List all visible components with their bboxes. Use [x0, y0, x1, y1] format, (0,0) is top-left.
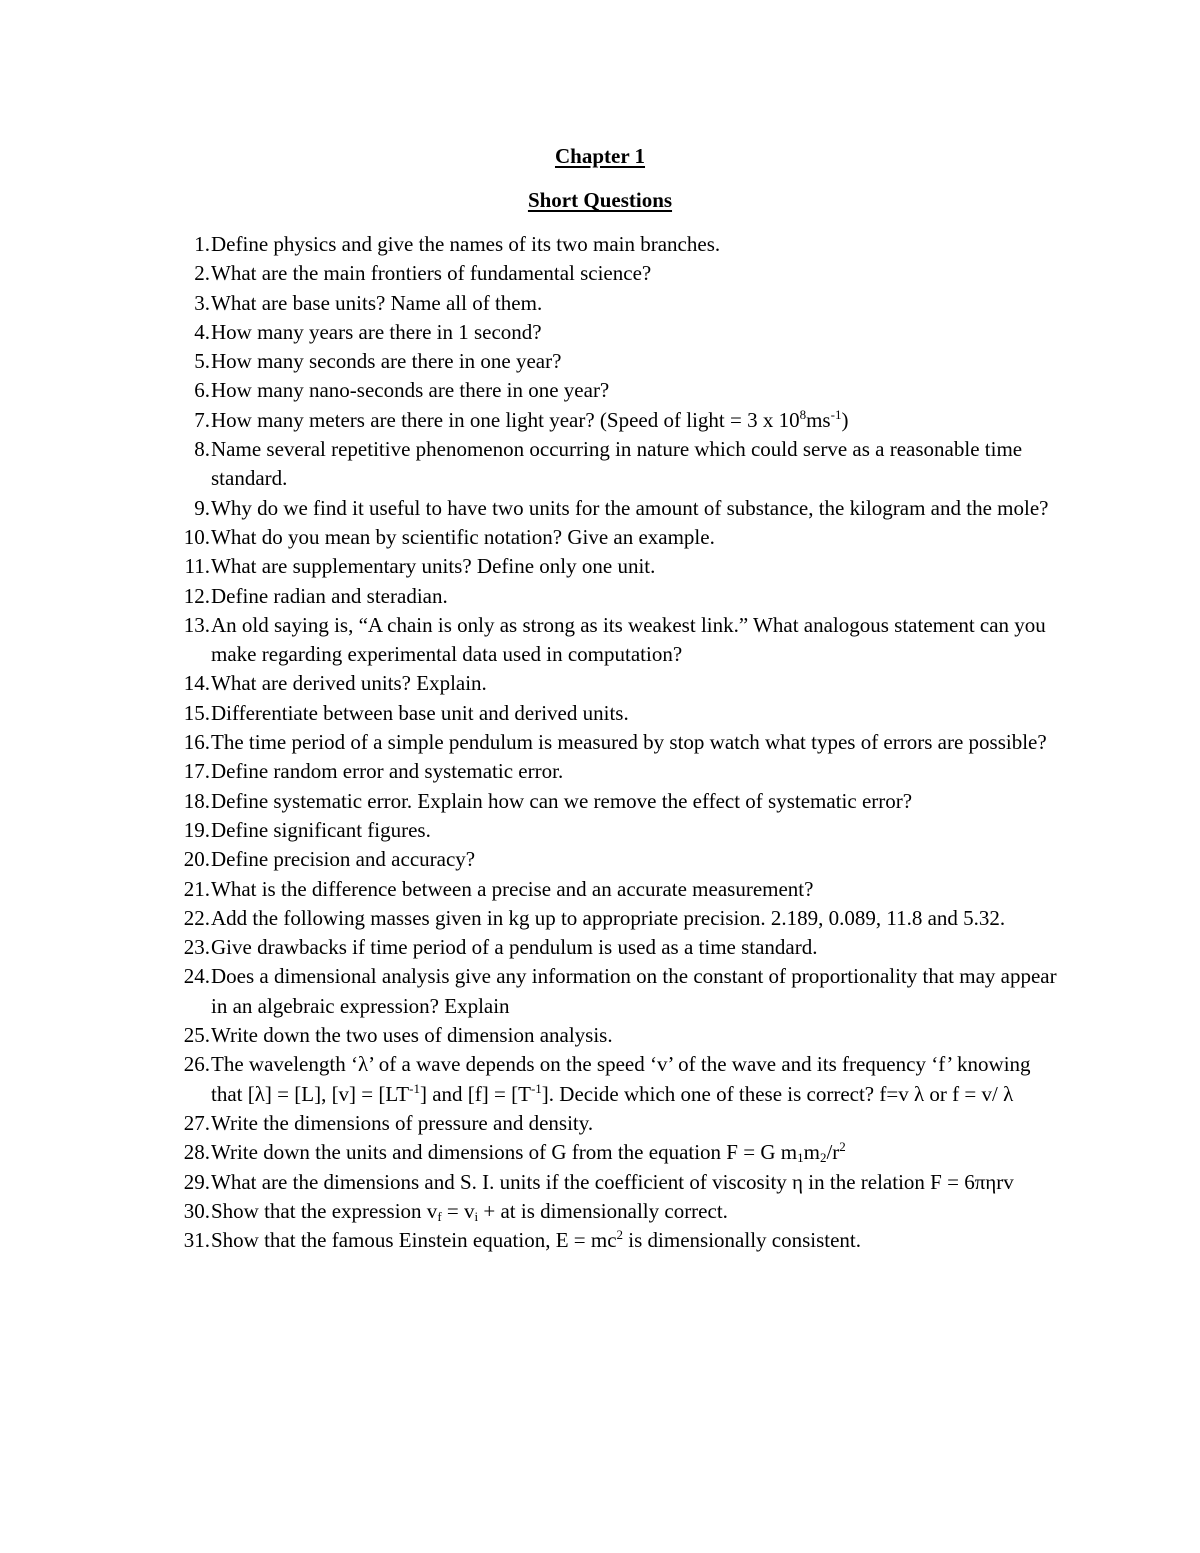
text-run: What do you mean by scientific notation? Give an example.: [211, 524, 715, 549]
question-number: 28.: [183, 1140, 210, 1165]
question-item: [168, 1168, 1068, 1197]
text-run: What are the main frontiers of fundamental science?: [211, 261, 652, 286]
question-text: [211, 259, 1063, 288]
question-text: [211, 1168, 1063, 1197]
question-text: [211, 1021, 1063, 1050]
question-text: [211, 230, 1063, 259]
text-run: What are derived units? Explain.: [211, 671, 487, 696]
question-text: [211, 904, 1063, 933]
question-text: [211, 699, 1063, 728]
question-list: [168, 230, 1068, 1255]
question-text: [211, 816, 1063, 845]
question-number: 6.: [194, 378, 210, 403]
question-text: [211, 1138, 1063, 1167]
question-number: 7.: [194, 407, 210, 432]
text-run: What are supplementary units? Define only one unit.: [211, 554, 656, 579]
question-text: [211, 552, 1063, 581]
question-item: [168, 1138, 1068, 1167]
text-run: What are base units? Name all of them.: [211, 290, 543, 315]
superscript: 2: [839, 1139, 846, 1155]
text-run: Differentiate between base unit and derived units.: [211, 700, 629, 725]
text-run: Why do we find it useful to have two units for the amount of substance, the kilogram and the mole?: [211, 495, 1049, 520]
question-text: [211, 435, 1063, 494]
question-item: [168, 289, 1068, 318]
question-number: 8.: [194, 437, 210, 462]
text-run: + at is dimensionally correct.: [478, 1198, 728, 1223]
question-number: 19.: [183, 817, 210, 842]
question-text: [211, 318, 1063, 347]
text-run: The wavelength ‘λ’ of a wave depends on the speed ‘v’ of the wave and its frequency ‘f’ knowing that [λ] = [L], [v] = [LT: [211, 1052, 1031, 1106]
text-run: Does a dimensional analysis give any information on the constant of proportionality that may appear in an algebraic expression? Explain: [211, 964, 1057, 1018]
subscript: 2: [819, 1150, 827, 1166]
text-run: What is the difference between a precise and an accurate measurement?: [211, 876, 814, 901]
superscript: -1: [530, 1080, 542, 1096]
text-run: How many seconds are there in one year?: [211, 349, 562, 374]
text-run: Add the following masses given in kg up to appropriate precision. 2.189, 0.089, 11.8 and 5.32.: [211, 905, 1006, 930]
question-item: [168, 552, 1068, 581]
chapter-title: Chapter 1: [554, 144, 646, 168]
question-number: 26.: [183, 1052, 210, 1077]
question-number: 11.: [184, 554, 210, 579]
question-number: 24.: [183, 964, 210, 989]
question-number: 12.: [183, 583, 210, 608]
text-run: is dimensionally consistent.: [623, 1228, 862, 1253]
question-item: [168, 406, 1068, 435]
question-text: [211, 787, 1063, 816]
question-item: [168, 669, 1068, 698]
question-number: 10.: [183, 524, 210, 549]
text-run: An old saying is, “A chain is only as strong as its weakest link.” What analogous statement can you make regarding experimental data used in computation?: [211, 612, 1046, 667]
question-text: [211, 1109, 1063, 1138]
question-item: [168, 904, 1068, 933]
question-item: [168, 728, 1068, 757]
question-item: [168, 1197, 1068, 1226]
question-text: [211, 376, 1063, 405]
question-text: [211, 933, 1063, 962]
text-run: Show that the famous Einstein equation, E = mc: [211, 1228, 617, 1253]
question-number: 30.: [183, 1198, 210, 1223]
question-item: [168, 875, 1068, 904]
text-run: Name several repetitive phenomenon occurring in nature which could serve as a reasonable time standard.: [211, 437, 1023, 491]
question-item: [168, 376, 1068, 405]
question-number: 23.: [183, 935, 210, 960]
question-number: 3.: [194, 290, 210, 315]
text-run: Write down the two uses of dimension analysis.: [211, 1023, 613, 1048]
subscript: i: [474, 1208, 479, 1224]
text-run: Give drawbacks if time period of a pendulum is used as a time standard.: [211, 935, 818, 960]
text-run: = v: [441, 1198, 475, 1223]
superscript: 8: [799, 406, 807, 422]
question-item: [168, 523, 1068, 552]
question-item: [168, 318, 1068, 347]
question-item: [168, 1109, 1068, 1138]
text-run: Define precision and accuracy?: [211, 847, 476, 872]
question-number: 5.: [194, 349, 210, 374]
question-number: 20.: [183, 847, 210, 872]
question-item: [168, 933, 1068, 962]
question-number: 2.: [194, 261, 210, 286]
text-run: How many meters are there in one light year? (Speed of light = 3 x 10: [211, 407, 800, 432]
question-text: [211, 494, 1063, 523]
text-run: How many nano-seconds are there in one year?: [211, 378, 610, 403]
question-text: [211, 875, 1063, 904]
text-run: m: [803, 1140, 820, 1165]
question-number: 4.: [194, 319, 210, 344]
text-run: ms: [806, 407, 831, 432]
question-item: [168, 347, 1068, 376]
question-number: 31.: [183, 1228, 210, 1253]
text-run: Write the dimensions of pressure and density.: [211, 1110, 594, 1135]
question-text: [211, 669, 1063, 698]
question-item: [168, 259, 1068, 288]
text-run: ] and [f] = [T: [419, 1081, 531, 1106]
question-item: [168, 582, 1068, 611]
question-number: 1.: [194, 232, 210, 256]
subscript: f: [437, 1208, 442, 1224]
text-run: Define physics and give the names of its two main branches.: [211, 232, 721, 256]
question-item: [168, 962, 1068, 1021]
question-item: [168, 757, 1068, 786]
question-text: [211, 1050, 1063, 1109]
text-run: What are the dimensions and S. I. units if the coefficient of viscosity η in the relation F = 6πηrv: [211, 1169, 1014, 1194]
question-item: [168, 435, 1068, 494]
question-text: [211, 289, 1063, 318]
question-text: [211, 1226, 1063, 1255]
text-run: ]. Decide which one of these is correct? f=v λ or f = v/ λ: [541, 1081, 1014, 1106]
question-number: 13.: [183, 612, 210, 637]
question-item: [168, 1021, 1068, 1050]
question-number: 22.: [183, 905, 210, 930]
question-item: [168, 699, 1068, 728]
text-run: Define systematic error. Explain how can we remove the effect of systematic error?: [211, 788, 913, 813]
superscript: 2: [616, 1227, 624, 1243]
question-text: [211, 523, 1063, 552]
question-text: [211, 611, 1063, 670]
text-run: The time period of a simple pendulum is measured by stop watch what types of errors are possible?: [211, 730, 1047, 755]
question-number: 17.: [183, 759, 210, 784]
subscript: 1: [797, 1150, 804, 1166]
question-item: [168, 230, 1068, 259]
question-text: [211, 582, 1063, 611]
text-run: How many years are there in 1 second?: [211, 319, 542, 344]
text-run: /r: [826, 1140, 840, 1165]
question-item: [168, 845, 1068, 874]
question-text: [211, 347, 1063, 376]
text-run: Define radian and steradian.: [211, 583, 448, 608]
text-run: Write down the units and dimensions of G from the equation F = G m: [211, 1140, 798, 1165]
question-number: 25.: [183, 1023, 210, 1048]
question-item: [168, 1226, 1068, 1255]
question-number: 18.: [183, 788, 210, 813]
question-number: 14.: [183, 671, 210, 696]
question-number: 15.: [183, 700, 210, 725]
question-number: 29.: [183, 1169, 210, 1194]
question-item: [168, 1050, 1068, 1109]
question-number: 27.: [183, 1110, 210, 1135]
question-number: 16.: [183, 730, 210, 755]
text-run: Define significant figures.: [211, 817, 431, 842]
question-number: 21.: [183, 876, 210, 901]
superscript: -1: [830, 406, 842, 422]
question-text: [211, 406, 1063, 435]
question-text: [211, 1197, 1063, 1226]
question-item: [168, 611, 1068, 670]
question-text: [211, 962, 1063, 1021]
question-item: [168, 787, 1068, 816]
superscript: -1: [409, 1080, 420, 1096]
question-item: [168, 816, 1068, 845]
question-text: [211, 757, 1063, 786]
question-item: [168, 494, 1068, 523]
question-number: 9.: [194, 495, 210, 520]
text-run: ): [841, 407, 849, 432]
section-title: Short Questions: [527, 188, 673, 212]
question-text: [211, 728, 1063, 757]
text-run: Define random error and systematic error.: [211, 759, 564, 784]
question-text: [211, 845, 1063, 874]
text-run: Show that the expression v: [211, 1198, 438, 1223]
